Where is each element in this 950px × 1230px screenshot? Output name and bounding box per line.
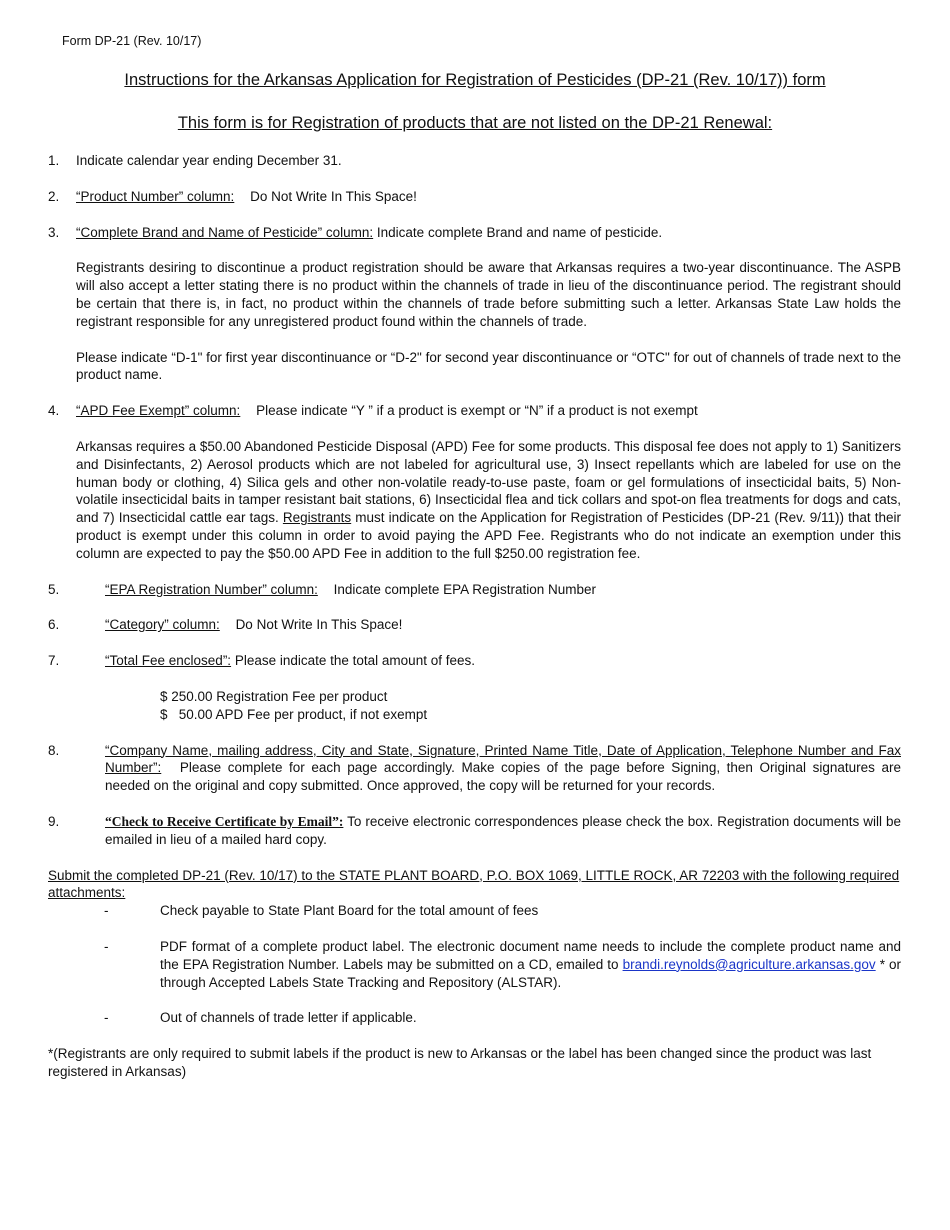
- item-number: 5.: [48, 581, 60, 597]
- attachment-text: [160, 938, 901, 991]
- form-id: Form DP-21 (Rev. 10/17): [62, 34, 202, 48]
- attachment-text: Check payable to State Plant Board for the total amount of fees: [160, 903, 539, 919]
- document-subtitle: [0, 114, 950, 133]
- item-label: “APD Fee Exempt” column:: [76, 403, 241, 419]
- discontinuance-codes-paragraph: Please indicate “D-1" for first year discontinuance or “D-2" for second year discontinuance or “OTC" for out of channels of trade next to the product name.: [76, 349, 901, 383]
- email-link[interactable]: brandi.reynolds@agriculture.arkansas.gov: [622, 956, 876, 972]
- instructions-body: [48, 152, 901, 1081]
- apd-fee-paragraph: [76, 438, 901, 563]
- item-number: 1.: [48, 153, 60, 168]
- document-title-text: Instructions for the Arkansas Application for Registration of Pesticides (DP-21 (Rev. 10/17)) form: [124, 71, 826, 89]
- footnote: *(Registrants are only required to submit labels if the product is new to Arkansas or the label has been changed since the product was last registered in Arkansas): [48, 1046, 872, 1079]
- instruction-item-9: [48, 813, 901, 849]
- item-text: Indicate complete EPA Registration Number: [333, 581, 596, 597]
- apd-fee-text-a: Arkansas requires a $50.00 Abandoned Pesticide Disposal (APD) Fee for some products. This disposal fee does not apply to 1) Sanitizers and Disinfectants, 2) Aerosol products which are not labeled for agricultural use, 3) Insect repellants which are labeled for use on the human body or clothing, 4) Silica gels and other non-volatile ready-to-use paste, foam or gel formulations of insecticidal baits, 5) Non-volatile insecticidal baits in tamper resistant bait stations, 6) Insecticidal flea and tick collars and spot-on flea treatments for dogs and cats, and 7) Insecticidal cattle ear tags.: [76, 438, 901, 526]
- instruction-item-4: [48, 402, 901, 420]
- attachment-text: Out of channels of trade letter if applicable.: [160, 1010, 417, 1026]
- item-text: Indicate complete Brand and name of pesticide.: [376, 224, 663, 240]
- attachment-item: [48, 902, 901, 920]
- apd-fee: $ 50.00 APD Fee per product, if not exempt: [160, 706, 428, 722]
- item-number: 7.: [48, 653, 60, 669]
- item-number: 4.: [48, 403, 60, 419]
- instruction-item-3: [48, 224, 901, 242]
- item-text: Do Not Write In This Space!: [250, 188, 417, 204]
- label-instructions: PDF format of a complete product label. The electronic document name needs to include the complete product name and the EPA Registration Number. Labels may be submitted on a CD, emailed to: [160, 938, 901, 972]
- bullet-dash: -: [104, 1010, 109, 1026]
- instruction-item-5: [48, 581, 901, 599]
- attachment-item: [48, 1009, 901, 1027]
- fee-list: [160, 688, 901, 724]
- document-title: [0, 71, 950, 90]
- bullet-dash: -: [104, 903, 109, 919]
- item-label: “Category” column:: [105, 617, 220, 633]
- submit-instructions: Submit the completed DP-21 (Rev. 10/17) to the STATE PLANT BOARD, P.O. BOX 1069, LITTLE ROCK, AR 72203 with the following required attachments:: [48, 867, 900, 901]
- item-label: “Complete Brand and Name of Pesticide” column:: [76, 224, 374, 240]
- item-text: Do Not Write In This Space!: [235, 617, 403, 633]
- item-number: 3.: [48, 224, 60, 240]
- item-text: Indicate calendar year ending December 31.: [76, 153, 342, 168]
- instruction-item-1: [48, 152, 901, 170]
- item-number: 9.: [48, 813, 60, 829]
- alstar-text: * or through Accepted Labels State Tracking and Repository (ALSTAR).: [160, 956, 901, 990]
- document-subtitle-text: This form is for Registration of products that are not listed on the DP-21 Renewal:: [177, 114, 773, 132]
- instruction-item-6: [48, 616, 901, 634]
- discontinuance-paragraph: Registrants desiring to discontinue a product registration should be aware that Arkansas requires a two-year discontinuance. The ASPB will also accept a letter stating there is no product within the channels of trade in lieu of the discontinuance period. The registrant should be certain that there is, in fact, no product within the channels of trade before submitting such a letter. Arkansas State Law holds the registrant responsible for any unregistered product found within the channels of trade.: [76, 260, 901, 329]
- item-label: “EPA Registration Number” column:: [105, 581, 318, 597]
- apd-fee-text-c: must indicate on the Application for Registration of Pesticides (DP-21 (Rev. 9/11)) that their product is exempt under this column in order to avoid paying the APD Fee. Registrants who do not indicate an exemption under this column are expected to pay the $50.00 APD Fee in addition to the full $250.00 registration fee.: [76, 510, 901, 561]
- item-number: 8.: [48, 742, 60, 758]
- item-label: “Check to Receive Certificate by Email”:: [105, 813, 344, 829]
- bullet-dash: -: [104, 938, 109, 954]
- instruction-item-7: [48, 652, 901, 670]
- apd-fee-registrants: Registrants: [282, 510, 352, 526]
- item-number: 6.: [48, 617, 60, 633]
- item-label: “Company Name, mailing address, City and State, Signature, Printed Name Title, Date of Application, Telephone Number and Fax Number”:: [105, 742, 901, 776]
- item-text: To receive electronic correspondences please check the box. Registration documents will be emailed in lieu of a mailed hard copy.: [105, 813, 901, 847]
- item-label: “Product Number” column:: [76, 188, 235, 204]
- item-number: 2.: [48, 188, 60, 204]
- instruction-item-2: [48, 188, 901, 206]
- item-text: Please complete for each page accordingly. Make copies of the page before Signing, then Original signatures are needed on the original and copy submitted. Once approved, the copy will be returned for your records.: [105, 760, 901, 794]
- item-text: Please indicate the total amount of fees.: [234, 653, 475, 669]
- item-text: Please indicate “Y ” if a product is exempt or “N” if a product is not exempt: [256, 403, 698, 419]
- attachment-item: [48, 938, 901, 991]
- instruction-item-8: [48, 742, 901, 795]
- registration-fee: $ 250.00 Registration Fee per product: [160, 688, 388, 704]
- item-label: “Total Fee enclosed”:: [105, 653, 232, 669]
